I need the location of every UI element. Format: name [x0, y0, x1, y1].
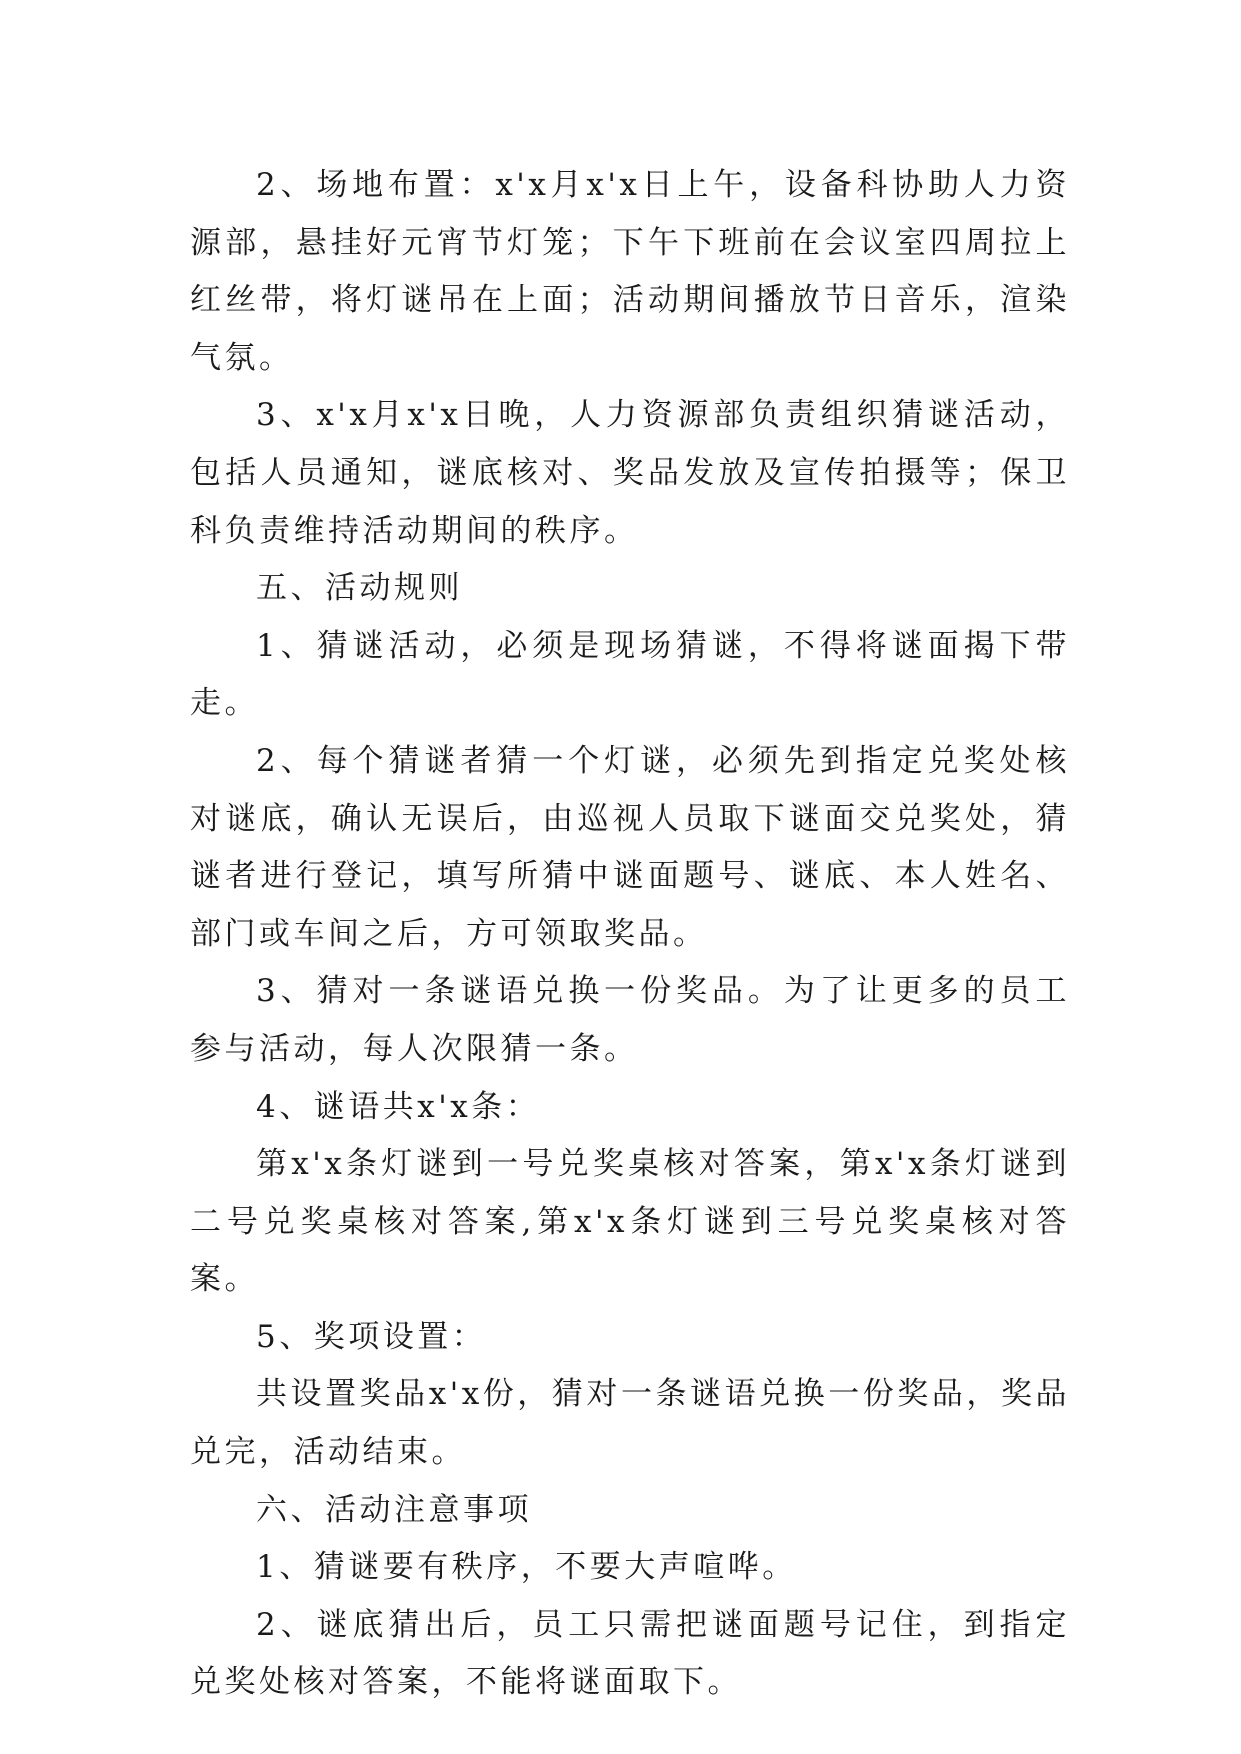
paragraph-venue-setup: 2、场地布置：x'x月x'x日上午，设备科协助人力资源部，悬挂好元宵节灯笼；下午下班前在会议室四周拉上红丝带，将灯谜吊在上面；活动期间播放节日音乐，渲染气氛。	[190, 167, 1070, 376]
paragraph-rule-4: 4、谜语共x'x条：	[256, 1088, 541, 1125]
paragraph-rule-2: 2、每个猜谜者猜一个灯谜，必须先到指定兑奖处核对谜底，确认无误后，由巡视人员取下谜面交兑奖处，猜谜者进行登记，填写所猜中谜面题号、谜底、本人姓名、部门或车间之后，方可领取奖品。	[190, 742, 1070, 952]
paragraph-rule-5-detail: 共设置奖品x'x份，猜对一条谜语兑换一份奖品，奖品兑完，活动结束。	[190, 1376, 1070, 1471]
paragraph-note-1: 1、猜谜要有秩序，不要大声喧哗。	[256, 1549, 797, 1586]
paragraph-evening-activity: 3、x'x月x'x日晚，人力资源部负责组织猜谜活动，包括人员通知，谜底核对、奖品发放及宣传拍摄等；保卫科负责维持活动期间的秩序。	[190, 397, 1070, 549]
paragraph-rule-4-detail: 第x'x条灯谜到一号兑奖桌核对答案，第x'x条灯谜到二号兑奖桌核对答案,第x'x条灯谜到三号兑奖桌核对答案。	[190, 1146, 1070, 1298]
paragraph-rule-5: 5、奖项设置：	[256, 1318, 487, 1355]
section-heading-rules: 五、活动规则	[256, 570, 463, 607]
section-heading-notes: 六、活动注意事项	[256, 1491, 532, 1528]
document-body	[190, 157, 1070, 1712]
paragraph-rule-1: 1、猜谜活动，必须是现场猜谜，不得将谜面揭下带走。	[190, 627, 1070, 722]
paragraph-note-2: 2、谜底猜出后，员工只需把谜面题号记住，到指定兑奖处核对答案，不能将谜面取下。	[190, 1606, 1070, 1701]
paragraph-rule-3: 3、猜对一条谜语兑换一份奖品。为了让更多的员工参与活动，每人次限猜一条。	[190, 973, 1070, 1067]
